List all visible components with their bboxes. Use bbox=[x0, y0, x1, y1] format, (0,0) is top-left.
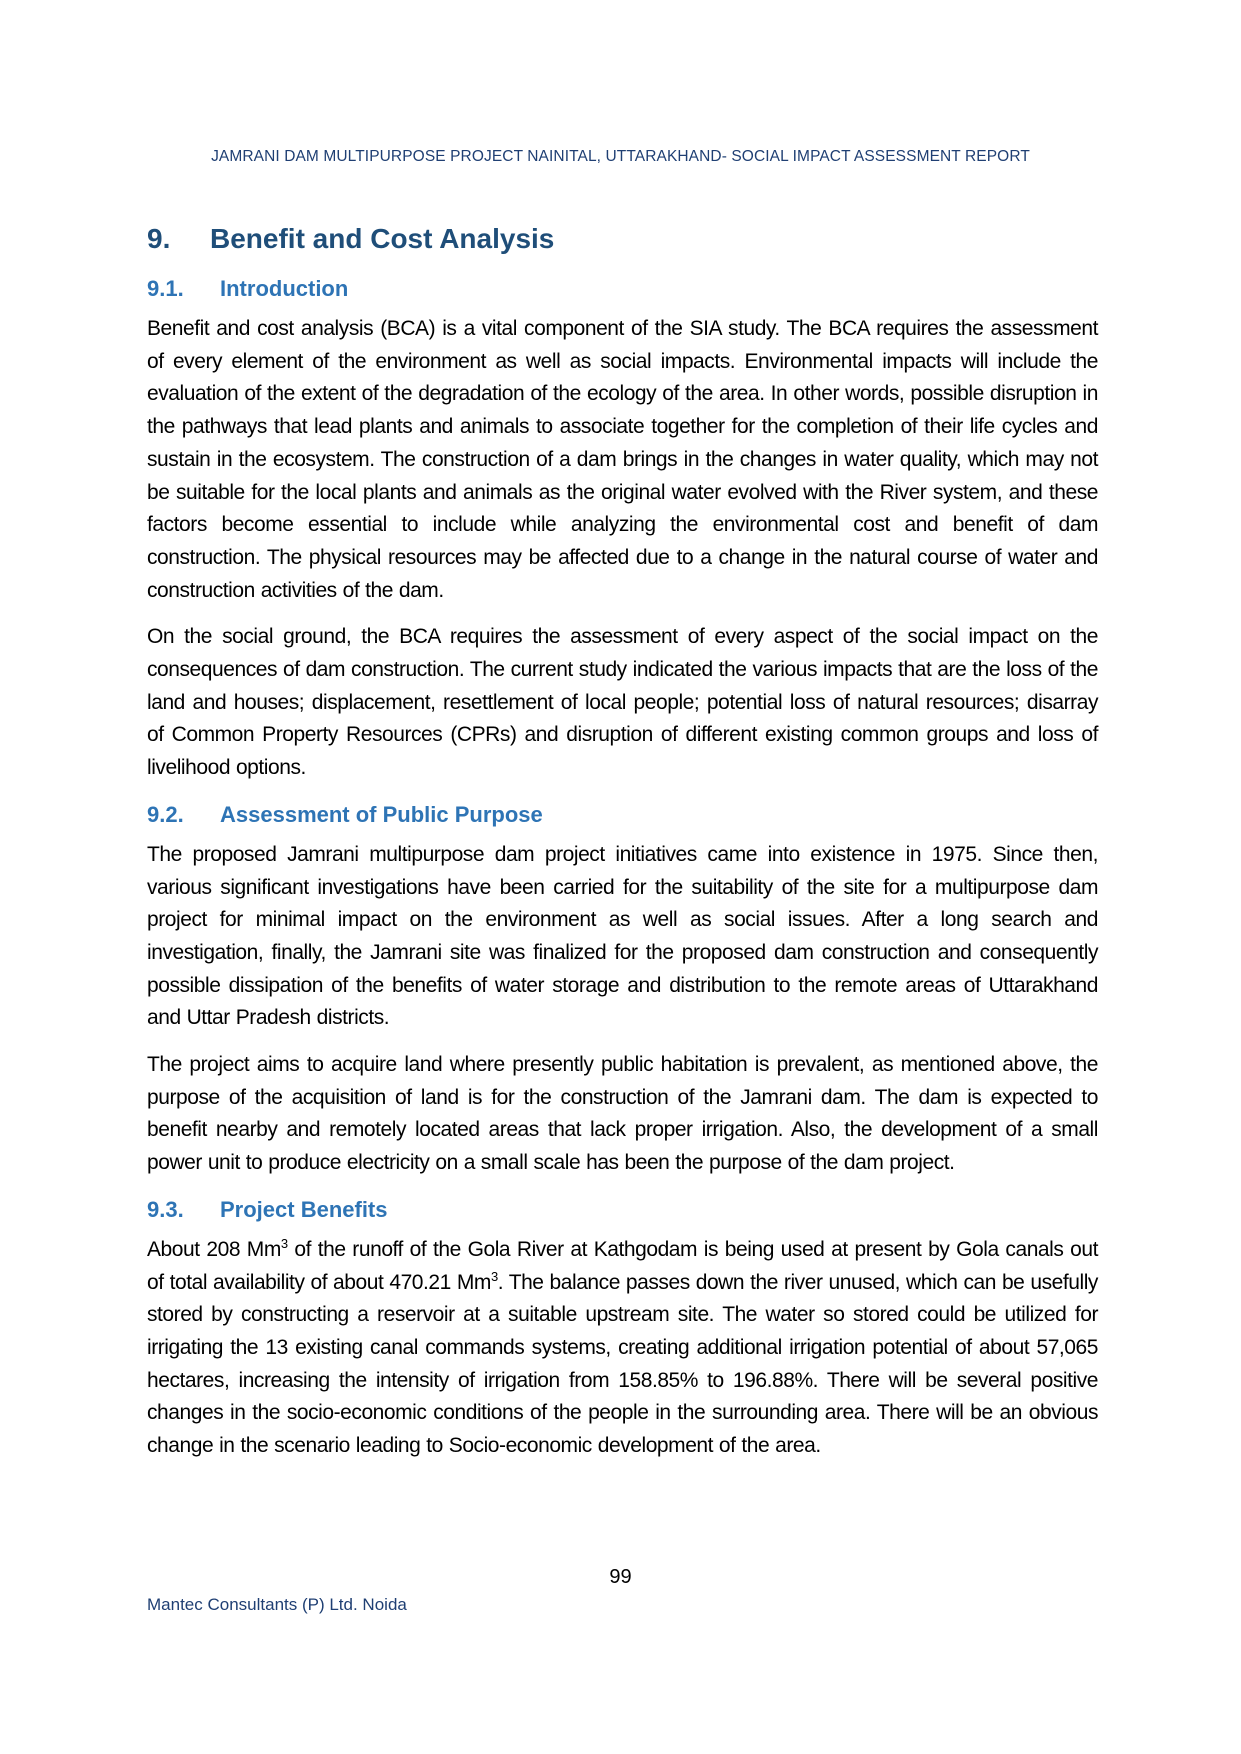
page-number: 99 bbox=[609, 1566, 632, 1588]
chapter-heading bbox=[147, 219, 1098, 259]
superscript: 3 bbox=[490, 1268, 498, 1284]
section-number: 9.2. bbox=[147, 801, 184, 827]
section-title: Project Benefits bbox=[220, 1196, 388, 1222]
section-number: 9.1. bbox=[147, 276, 184, 301]
paragraph: The proposed Jamrani multipurpose dam project initiatives came into existence in 1975. Since then, various significant investigations have been carried for the suitability of the site for a multipurpose dam project for minimal impact on the environment as well as social issues. After a long search and investigation, finally, the Jamrani site was finalized for the proposed dam construction and consequently possible dissipation of the benefits of water storage and distribution to the remote areas of Uttarakhand and Uttar Pradesh districts. bbox=[147, 842, 1098, 1030]
section-heading-project-benefits bbox=[147, 1194, 1098, 1226]
section-heading-introduction bbox=[147, 273, 1098, 305]
section-title: Assessment of Public Purpose bbox=[220, 801, 543, 827]
paragraph: Benefit and cost analysis (BCA) is a vital component of the SIA study. The BCA requires the assessment of every element of the environment as well as social impacts. Environmental impacts will include the evaluation of the extent of the degradation of the ecology of the area. In other words, possible disruption in the pathways that lead plants and animals to associate together for the completion of their life cycles and sustain in the ecosystem. The construction of a dam brings in the changes in water quality, which may not be suitable for the local plants and animals as the original water evolved with the River system, and these factors become essential to include while analyzing the environmental cost and benefit of dam construction. The physical resources may be affected due to a change in the natural course of water and construction activities of the dam. bbox=[147, 317, 1098, 602]
section-number: 9.3. bbox=[147, 1196, 184, 1222]
paragraph-text: of the runoff of the Gola River at Kathgodam is being used at present by Gola canals out of total availability of about 470.21 Mm bbox=[147, 1237, 1098, 1294]
running-header: JAMRANI DAM MULTIPURPOSE PROJECT NAINITAL, UTTARAKHAND- SOCIAL IMPACT ASSESSMENT REPORT bbox=[211, 148, 1030, 165]
chapter-number: 9. bbox=[147, 223, 171, 254]
section-title: Introduction bbox=[220, 276, 349, 301]
paragraph bbox=[147, 1234, 1098, 1463]
paragraph-text: . The balance passes down the river unused, which can be usefully stored by constructing a reservoir at a suitable upstream site. The water so stored could be utilized for irrigating the 13 existing canal commands systems, creating additional irrigation potential of about 57,065 hectares, increasing the intensity of irrigation from 158.85% to 196.88%. There will be several positive changes in the socio-economic conditions of the people in the surrounding area. There will be an obvious change in the scenario leading to Socio-economic development of the area. bbox=[147, 1270, 1098, 1458]
superscript: 3 bbox=[280, 1235, 288, 1251]
paragraph-text: About 208 Mm bbox=[147, 1237, 281, 1261]
chapter-title: Benefit and Cost Analysis bbox=[210, 223, 555, 254]
paragraph: On the social ground, the BCA requires the assessment of every aspect of the social impact on the consequences of dam construction. The current study indicated the various impacts that are the loss of the land and houses; displacement, resettlement of local people; potential loss of natural resources; disarray of Common Property Resources (CPRs) and disruption of different existing common groups and loss of livelihood options. bbox=[147, 625, 1098, 780]
section-heading-public-purpose bbox=[147, 799, 1098, 831]
page-content bbox=[147, 219, 1098, 1477]
paragraph: The project aims to acquire land where presently public habitation is prevalent, as mentioned above, the purpose of the acquisition of land is for the construction of the Jamrani dam. The dam is expected to benefit nearby and remotely located areas that lack proper irrigation. Also, the development of a small power unit to produce electricity on a small scale has been the purpose of the dam project. bbox=[147, 1053, 1098, 1175]
footer-company: Mantec Consultants (P) Ltd. Noida bbox=[147, 1595, 407, 1614]
